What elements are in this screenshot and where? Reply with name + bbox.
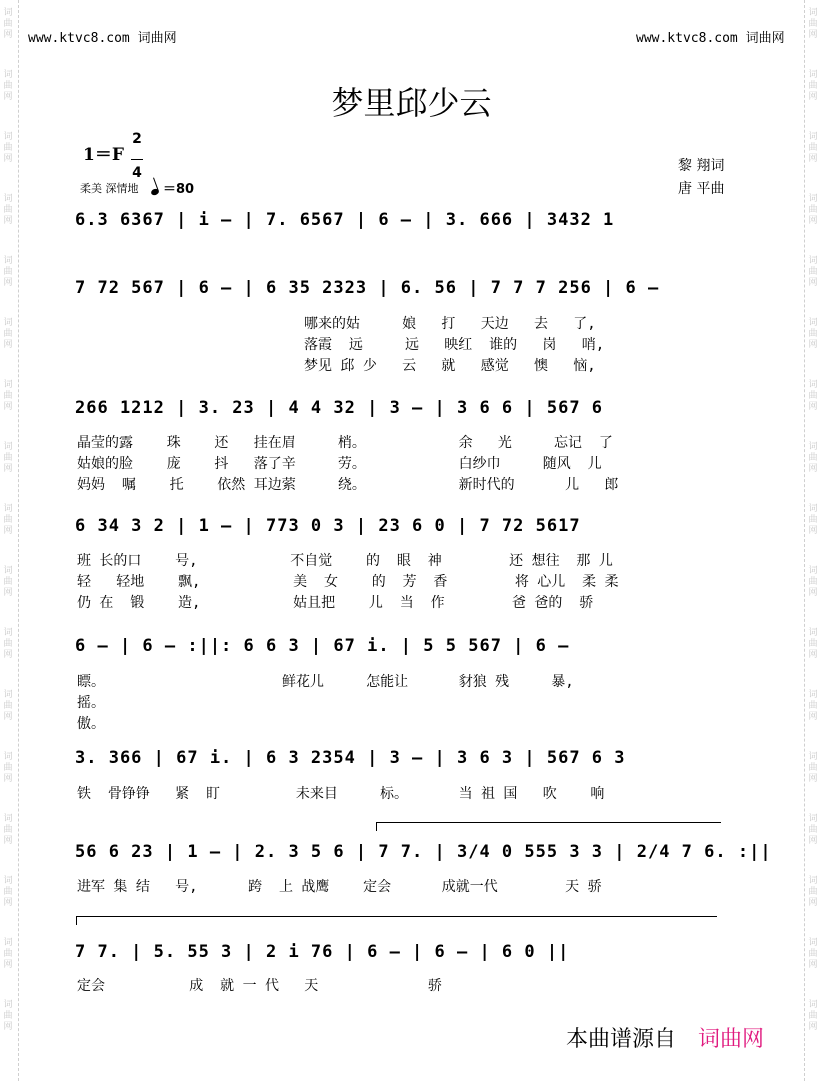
side-watermark: 词 曲 网 <box>3 938 13 970</box>
side-watermark: 词 曲 网 <box>3 690 13 722</box>
lyrics-line-4-verse-1: 班 长的口 号, 不自觉 的 眼 神 还 想往 那 儿 <box>77 553 613 569</box>
key-signature: 1＝F <box>83 145 124 165</box>
lyrics-line-5-verse-1: 瞟。 鲜花儿 怎能让 豺狼 残 暴, <box>77 674 574 690</box>
right-watermark-strip <box>804 0 823 1081</box>
side-watermark: 词 曲 网 <box>808 132 818 164</box>
side-watermark: 词 曲 网 <box>3 132 13 164</box>
tempo-marking <box>151 178 194 197</box>
side-watermark: 词 曲 网 <box>808 752 818 784</box>
score-line-1: 6.3 6367 | i – | 7. 6567 | 6 – | 3. 666 | 3432 1 <box>75 210 615 230</box>
header-left-site: www.ktvc8.com 词曲网 <box>28 31 177 46</box>
side-watermark: 词 曲 网 <box>3 256 13 288</box>
side-watermark: 词 曲 网 <box>808 566 818 598</box>
lyrics-line-3-verse-2: 姑娘的脸 庞 抖 落了辛 劳。 白纱巾 随风 儿 <box>77 456 602 472</box>
source-footer <box>566 1022 764 1053</box>
footer-brand-link[interactable]: 词曲网 <box>698 1027 765 1052</box>
side-watermark: 词 曲 网 <box>3 442 13 474</box>
lyrics-line-5-verse-2: 摇。 <box>77 695 105 711</box>
lyrics-line-4-verse-3: 仍 在 锻 造, 姑且把 儿 当 作 爸 爸的 骄 <box>77 595 594 611</box>
time-top: 2 <box>132 131 142 147</box>
side-watermark: 词 曲 网 <box>3 318 13 350</box>
side-watermark: 词 曲 网 <box>808 628 818 660</box>
side-watermark: 词 曲 网 <box>3 876 13 908</box>
side-watermark: 词 曲 网 <box>808 442 818 474</box>
lyrics-line-8: 定会 成 就 一 代 天 骄 <box>77 978 442 994</box>
time-bottom: 4 <box>132 165 142 181</box>
song-title: 梦里邱少云 <box>331 84 492 122</box>
score-line-7: 56 6 23 | 1 – | 2. 3 5 6 | 7 7. | 3/4 0 555 3 3 | 2/4 7 6. :|| <box>75 842 772 862</box>
side-watermark: 词 曲 网 <box>3 752 13 784</box>
side-watermark: 词 曲 网 <box>808 380 818 412</box>
lyricist-credit: 黎 翔词 <box>678 158 725 174</box>
lyrics-line-6: 铁 骨铮铮 紧 盯 未来目 标。 当 祖 国 吹 响 <box>77 786 605 802</box>
side-watermark: 词 曲 网 <box>808 1000 818 1032</box>
side-watermark: 词 曲 网 <box>808 690 818 722</box>
header-right-site: www.ktvc8.com 词曲网 <box>636 31 785 46</box>
volta-bracket-2 <box>76 916 717 925</box>
tempo-value: ＝80 <box>163 182 195 197</box>
side-watermark: 词 曲 网 <box>808 814 818 846</box>
composer-credit: 唐 平曲 <box>678 181 725 197</box>
lyrics-line-7: 进军 集 结 号, 跨 上 战鹰 定会 成就一代 天 骄 <box>77 879 602 895</box>
lyrics-line-2-verse-2: 落霞 远 远 映红 谁的 岗 哨, <box>304 337 605 353</box>
side-watermark: 词 曲 网 <box>3 566 13 598</box>
score-line-2: 7 72 567 | 6 – | 6 35 2323 | 6. 56 | 7 7 7 256 | 6 – <box>75 278 660 298</box>
volta-bracket-1 <box>376 822 721 831</box>
side-watermark: 词 曲 网 <box>808 70 818 102</box>
side-watermark: 词 曲 网 <box>808 318 818 350</box>
side-watermark: 词 曲 网 <box>3 194 13 226</box>
score-line-5: 6 – | 6 – :||: 6 6 3 | 67 i. | 5 5 567 | 6 – <box>75 636 570 656</box>
footer-text: 本曲谱源自 <box>566 1027 677 1052</box>
left-watermark-strip <box>0 0 19 1081</box>
side-watermark: 词 曲 网 <box>3 8 13 40</box>
lyrics-line-3-verse-3: 妈妈 嘱 托 依然 耳边萦 绕。 新时代的 儿 郎 <box>77 477 619 493</box>
lyrics-line-3-verse-1: 晶莹的露 珠 还 挂在眉 梢。 余 光 忘记 了 <box>77 435 613 451</box>
side-watermark: 词 曲 网 <box>808 194 818 226</box>
side-watermark: 词 曲 网 <box>808 938 818 970</box>
side-watermark: 词 曲 网 <box>3 70 13 102</box>
side-watermark: 词 曲 网 <box>808 876 818 908</box>
expression-marking: 柔美 深情地 <box>80 182 139 195</box>
lyrics-line-5-verse-3: 傲。 <box>77 716 105 732</box>
side-watermark: 词 曲 网 <box>3 628 13 660</box>
score-line-8: 7 7. | 5. 55 3 | 2 i 76 | 6 – | 6 – | 6 0 || <box>75 942 570 962</box>
side-watermark: 词 曲 网 <box>3 814 13 846</box>
side-watermark: 词 曲 网 <box>3 504 13 536</box>
lyrics-line-2-verse-3: 梦见 邱 少 云 就 感觉 懊 恼, <box>304 358 596 374</box>
score-line-4: 6 34 3 2 | 1 – | 773 0 3 | 23 6 0 | 7 72 5617 <box>75 516 581 536</box>
side-watermark: 词 曲 网 <box>808 256 818 288</box>
time-divider <box>131 159 143 160</box>
lyrics-line-2-verse-1: 哪来的姑 娘 打 天边 去 了, <box>304 316 596 332</box>
lyrics-line-4-verse-2: 轻 轻地 飘, 美 女 的 芳 香 将 心儿 柔 柔 <box>77 574 619 590</box>
score-line-6: 3. 366 | 67 i. | 6 3 2354 | 3 – | 3 6 3 | 567 6 3 <box>75 748 626 768</box>
side-watermark: 词 曲 网 <box>3 1000 13 1032</box>
score-line-3: 266 1212 | 3. 23 | 4 4 32 | 3 – | 3 6 6 | 567 6 <box>75 398 604 418</box>
side-watermark: 词 曲 网 <box>808 504 818 536</box>
time-signature <box>131 131 143 182</box>
side-watermark: 词 曲 网 <box>808 8 818 40</box>
side-watermark: 词 曲 网 <box>3 380 13 412</box>
quarter-note-icon <box>150 188 160 196</box>
